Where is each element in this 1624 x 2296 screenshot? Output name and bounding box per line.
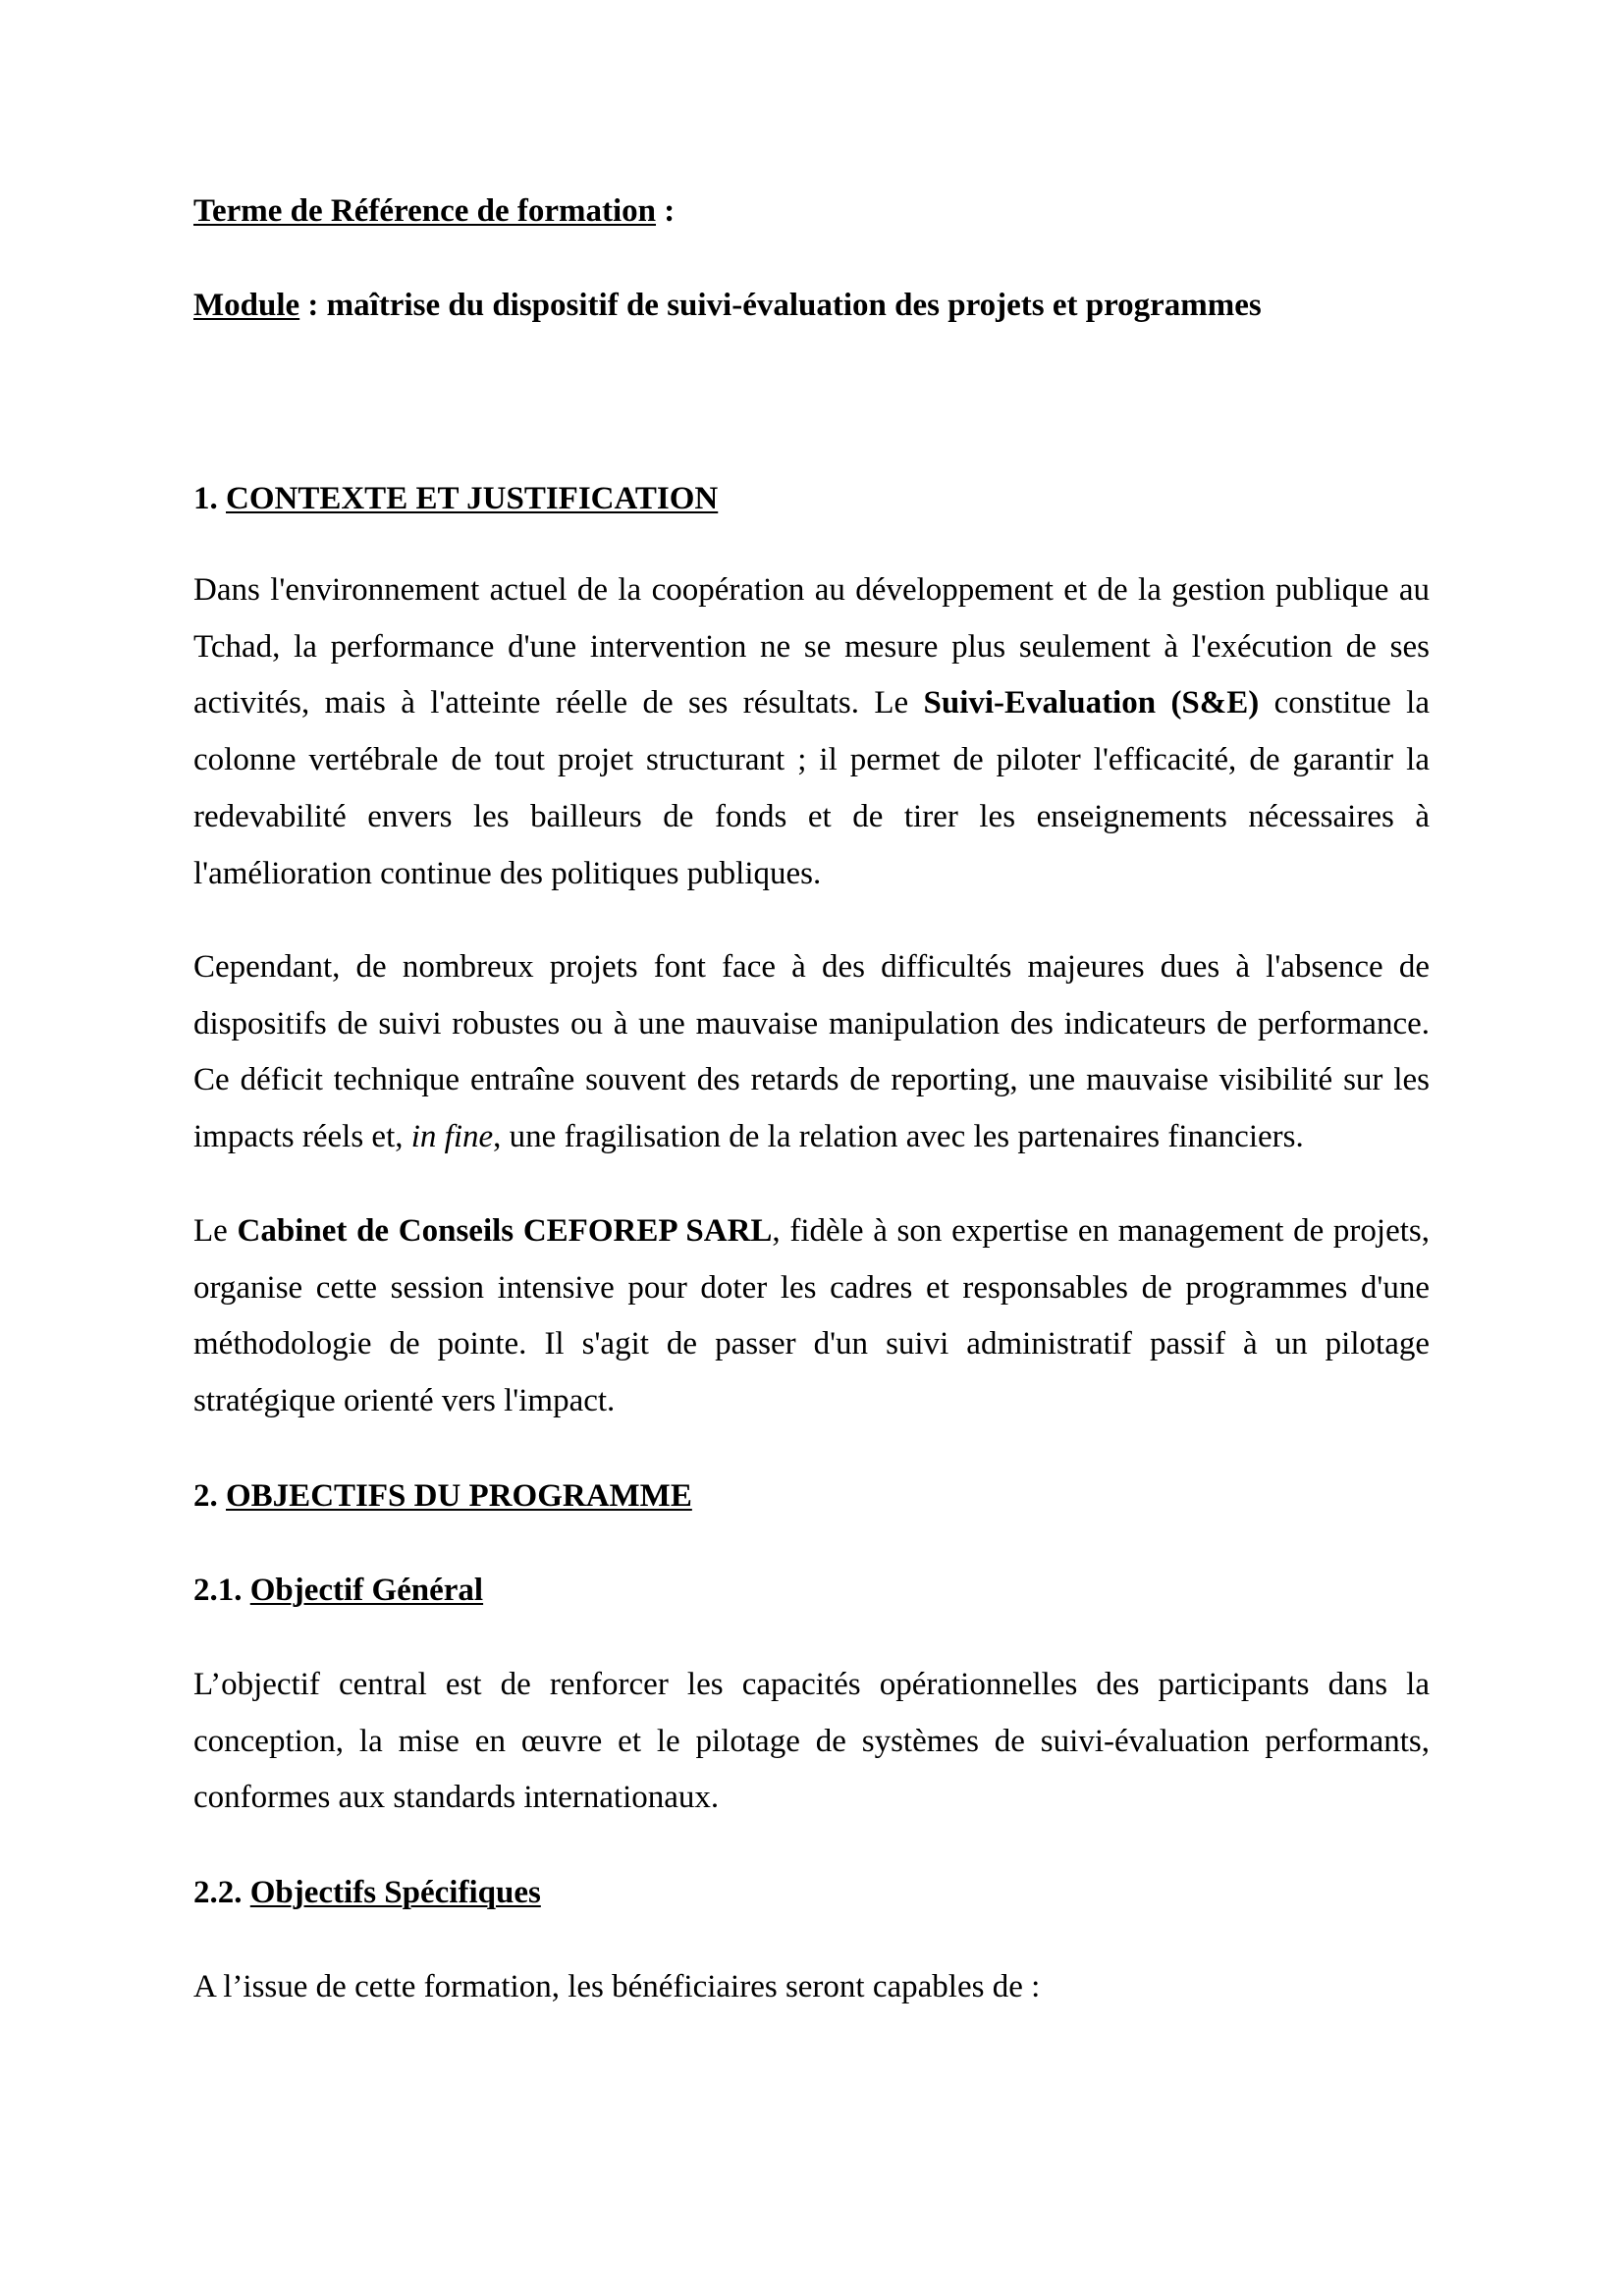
section-2-number: 2. [193, 1478, 226, 1514]
body-text: , fidèle à son expertise en management de projets, organise cette session intensive pour doter les cadres et responsables de programmes d'une méthodologie de pointe. Il s'agit de passer d'un suivi administratif passif à un pilotage stratégique orienté vers l'impact. [193, 1213, 1430, 1419]
document-title-text: Terme de Référence de formation [193, 193, 657, 229]
body-text: Cependant, de nombreux projets font face à des difficultés majeures dues à l'absence de dispositifs de suivi robustes ou à une mauvaise manipulation des indicateurs de performance. Ce déficit technique entraîne souvent des retards de reporting, une mauvaise visibilité sur les impacts réels et, [193, 949, 1430, 1155]
section-1-heading [193, 471, 1430, 528]
document-title-colon: : [656, 193, 676, 229]
section-2-2-title: Objectifs Spécifiques [249, 1875, 541, 1910]
bold-text: Cabinet de Conseils CEFOREP SARL [237, 1213, 773, 1249]
document-title [193, 184, 1430, 240]
module-title: : maîtrise du dispositif de suivi-évaluation des projets et programmes [299, 288, 1262, 323]
italic-text: in fine [410, 1119, 494, 1155]
section-2-1-title: Objectif Général [249, 1573, 484, 1608]
section-1-title: CONTEXTE ET JUSTIFICATION [226, 481, 719, 516]
context-paragraph-2 [193, 939, 1430, 1166]
context-paragraph-1 [193, 562, 1430, 902]
context-paragraph-3 [193, 1203, 1430, 1430]
specific-objectives-intro: A l’issue de cette formation, les bénéficiaires seront capables de : [193, 1969, 1041, 2004]
bold-text: Suivi-Evaluation (S&E) [923, 685, 1260, 721]
body-text: Dans l'environnement actuel de la coopération au développement et de la gestion publique au Tchad, la performance d'une intervention ne se mesure plus seulement à l'exécution de ses activités, mais à l'atteinte réelle de ses résultats. Le [193, 572, 1430, 721]
body-text: , une fragilisation de la relation avec les partenaires financiers. [493, 1119, 1304, 1155]
body-text: constitue la colonne vertébrale de tout projet structurant ; il permet de piloter l'efficacité, de garantir la redevabilité envers les bailleurs de fonds et de tirer les enseignements nécessaires à l'amélioration continue des politiques publiques. [193, 685, 1430, 891]
module-label: Module [193, 288, 300, 323]
section-2-heading [193, 1468, 1430, 1525]
body-text: Le [193, 1213, 238, 1249]
section-2-title: OBJECTIFS DU PROGRAMME [226, 1478, 692, 1514]
section-2-2-heading [193, 1865, 1430, 1922]
section-1-number: 1. [193, 481, 226, 516]
section-2-1-number: 2.1. [193, 1573, 250, 1608]
section-2-1-heading [193, 1563, 1430, 1620]
module-line [193, 278, 1430, 335]
general-objective-paragraph: L’objectif central est de renforcer les capacités opérationnelles des participants dans la conception, la mise en œuvre et le pilotage de systèmes de suivi-évaluation performants, conformes aux standards internationaux. [193, 1667, 1430, 1816]
section-2-2-number: 2.2. [193, 1875, 250, 1910]
